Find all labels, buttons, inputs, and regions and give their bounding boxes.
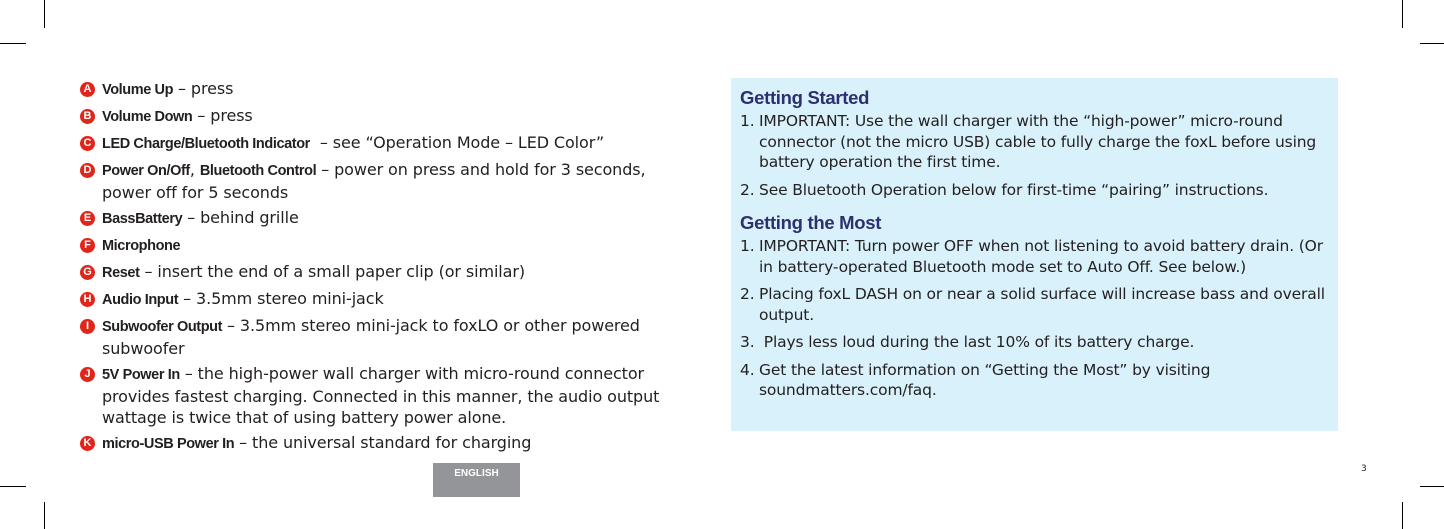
info-panel xyxy=(731,78,1338,431)
crop-mark xyxy=(0,486,26,487)
feature-desc: – behind grille xyxy=(182,208,299,227)
feature-term: Microphone xyxy=(102,238,181,254)
list-item xyxy=(80,78,690,101)
feature-desc: – press xyxy=(192,106,253,125)
list-item xyxy=(740,111,1328,173)
feature-term: Reset xyxy=(102,265,140,281)
badge-f: F xyxy=(80,238,95,253)
language-tab: ENGLISH xyxy=(433,463,520,497)
step-number: 2. xyxy=(740,180,755,199)
list-item xyxy=(80,159,690,203)
list-item xyxy=(80,207,690,230)
list-item xyxy=(740,360,1328,401)
feature-term: LED Charge/Bluetooth Indicator xyxy=(102,136,310,152)
step-text: IMPORTANT: Use the wall charger with the “high-power” micro-round connector (not the micro USB) cable to fully charge the foxL before using battery operation the first time. xyxy=(759,112,1317,171)
badge-g: G xyxy=(80,265,95,280)
feature-desc: – power on press and hold for 3 seconds, power off for 5 seconds xyxy=(102,160,646,202)
feature-term-2: Bluetooth Control xyxy=(199,163,317,179)
feature-term: Power On/Off xyxy=(102,163,190,179)
list-item xyxy=(80,132,690,155)
badge-i: I xyxy=(80,319,95,334)
feature-desc: – insert the end of a small paper clip (or similar) xyxy=(139,262,525,281)
crop-mark xyxy=(1402,502,1403,529)
list-item xyxy=(80,105,690,128)
badge-b: B xyxy=(80,109,95,124)
list-item xyxy=(80,234,690,257)
getting-most-heading: Getting the Most xyxy=(740,212,882,233)
feature-term: micro-USB Power In xyxy=(102,436,235,452)
step-text: Get the latest information on “Getting the Most” by visiting soundmatters.com/faq. xyxy=(759,360,1211,399)
feature-sep: , xyxy=(189,160,200,179)
badge-j: J xyxy=(80,367,95,382)
step-text: Plays less loud during the last 10% of its battery charge. xyxy=(759,333,1195,351)
feature-term: BassBattery xyxy=(102,211,183,227)
step-number: 1. xyxy=(740,237,755,255)
list-item xyxy=(80,261,690,284)
badge-a: A xyxy=(80,82,95,97)
badge-h: H xyxy=(80,292,95,307)
page-number: 3 xyxy=(1361,464,1367,474)
feature-desc: – press xyxy=(173,79,234,98)
getting-started-heading: Getting Started xyxy=(740,87,870,108)
step-text: IMPORTANT: Turn power OFF when not listening to avoid battery drain. (Or in battery-operated Bluetooth mode set to Auto Off. See below.) xyxy=(759,237,1323,276)
crop-mark xyxy=(44,0,45,28)
feature-term: Subwoofer Output xyxy=(102,319,223,335)
feature-list xyxy=(80,78,690,459)
badge-e: E xyxy=(80,211,95,226)
badge-d: D xyxy=(80,163,95,178)
list-item xyxy=(740,332,1328,353)
crop-mark xyxy=(1420,43,1444,44)
feature-desc: – 3.5mm stereo mini-jack to foxLO or other powered subwoofer xyxy=(102,316,640,358)
step-number: 3. xyxy=(740,333,755,351)
feature-desc: – the high-power wall charger with micro-round connector provides fastest charging. Connected in this manner, the audio output wattage is twice that of using battery power alone. xyxy=(102,364,660,427)
step-text: See Bluetooth Operation below for first-time “pairing” instructions. xyxy=(759,180,1269,199)
list-item xyxy=(740,180,1328,201)
feature-term: Audio Input xyxy=(102,292,179,308)
feature-term: Volume Down xyxy=(102,109,193,125)
crop-mark xyxy=(0,43,26,44)
feature-term: Volume Up xyxy=(102,82,174,98)
step-number: 4. xyxy=(740,360,755,379)
feature-desc: – 3.5mm stereo mini-jack xyxy=(178,289,384,308)
feature-desc: – the universal standard for charging xyxy=(234,433,532,452)
crop-mark xyxy=(1420,486,1444,487)
list-item xyxy=(80,288,690,311)
feature-desc: – see “Operation Mode – LED Color” xyxy=(309,133,605,152)
list-item xyxy=(80,315,690,359)
badge-k: K xyxy=(80,436,95,451)
badge-c: C xyxy=(80,136,95,151)
crop-mark xyxy=(1402,0,1403,28)
list-item xyxy=(740,236,1328,277)
list-item xyxy=(80,432,690,455)
feature-term: 5V Power In xyxy=(102,367,180,383)
step-text: Placing foxL DASH on or near a solid surface will increase bass and overall output. xyxy=(759,285,1325,324)
step-number: 1. xyxy=(740,112,755,130)
list-item xyxy=(740,284,1328,325)
crop-mark xyxy=(44,502,45,529)
step-number: 2. xyxy=(740,285,755,303)
list-item xyxy=(80,363,690,428)
